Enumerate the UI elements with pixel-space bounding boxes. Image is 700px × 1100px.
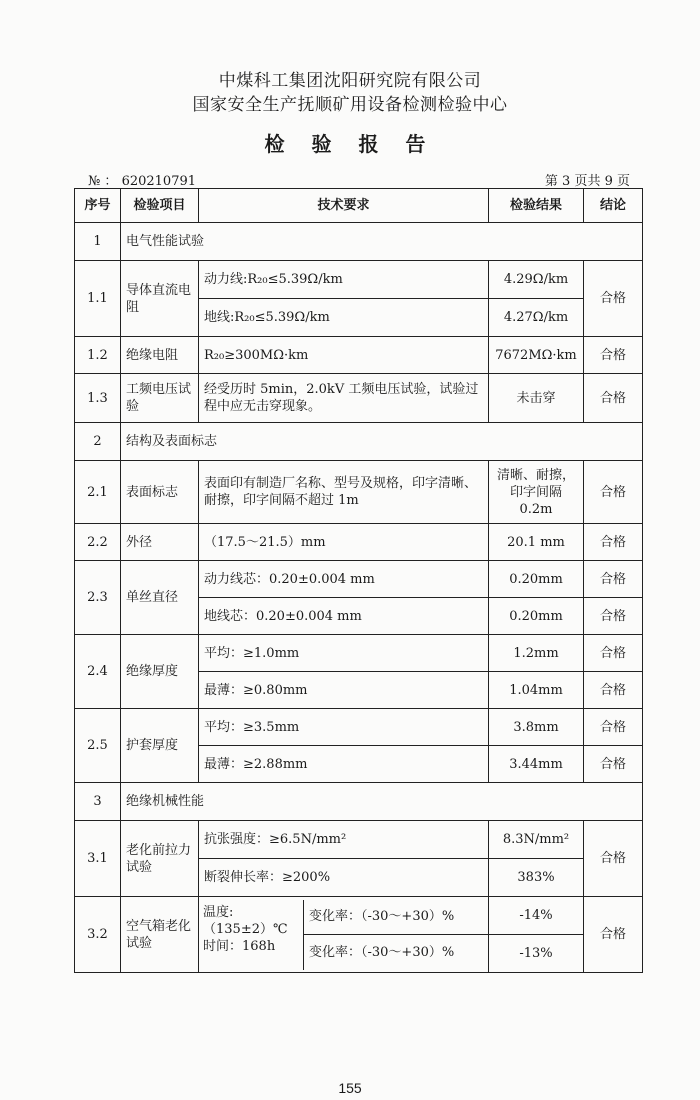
table-row: [75, 709, 643, 746]
row-result: 4.27Ω/km: [489, 299, 584, 337]
center-name: 国家安全生产抚顺矿用设备检测检验中心: [192, 95, 508, 115]
page-title: 检 验 报 告: [264, 132, 436, 156]
section-title: 结构及表面标志: [121, 423, 643, 461]
row-result: -13%: [489, 935, 584, 973]
condition-temperature-label: 温度:: [203, 904, 234, 920]
table-header: [75, 189, 643, 223]
row-result: 3.8mm: [489, 709, 584, 746]
row-verdict: 合格: [584, 598, 643, 635]
row-result: 清晰、耐擦，印字间隔0.2m: [489, 461, 584, 524]
row-requirement: R₂₀≥300MΩ·km: [199, 337, 489, 374]
row-no: 1.2: [75, 337, 121, 374]
row-no: 2.3: [75, 561, 121, 635]
row-requirement-split: [199, 897, 489, 973]
institute-name: 中煤科工集团沈阳研究院有限公司: [218, 71, 482, 91]
row-item: 空气箱老化试验: [121, 897, 199, 973]
row-requirement: 表面印有制造厂名称、型号及规格，印字清晰、耐擦，印字间隔不超过 1m: [199, 461, 489, 524]
row-no: 1.1: [75, 261, 121, 337]
row-verdict: 合格: [584, 635, 643, 672]
table-row: [75, 337, 643, 374]
row-no: 3.2: [75, 897, 121, 973]
row-no: 2.4: [75, 635, 121, 709]
section-row: [75, 783, 643, 821]
section-title: 绝缘机械性能: [121, 783, 643, 821]
row-verdict: 合格: [584, 261, 643, 337]
row-verdict: 合格: [584, 337, 643, 374]
row-verdict: 合格: [584, 374, 643, 423]
section-no: 2: [75, 423, 121, 461]
row-requirement: 最薄：≥0.80mm: [199, 672, 489, 709]
row-requirement: 变化率：（-30～+30）%: [309, 944, 455, 960]
row-no: 2.2: [75, 524, 121, 561]
section-row: [75, 223, 643, 261]
row-no: 1.3: [75, 374, 121, 423]
table-row: [75, 524, 643, 561]
row-requirement: （17.5～21.5）mm: [199, 524, 489, 561]
section-no: 3: [75, 783, 121, 821]
row-item: 表面标志: [121, 461, 199, 524]
row-requirement: 抗张强度：≥6.5N/mm²: [199, 821, 489, 859]
table-row: [75, 897, 643, 935]
row-item: 老化前拉力试验: [121, 821, 199, 897]
row-requirement: 动力线:R₂₀≤5.39Ω/km: [199, 261, 489, 299]
col-header-item: 检验项目: [121, 189, 199, 223]
row-no: 2.1: [75, 461, 121, 524]
row-result: 383%: [489, 859, 584, 897]
row-result: 未击穿: [489, 374, 584, 423]
row-requirement: 断裂伸长率：≥200%: [199, 859, 489, 897]
row-verdict: 合格: [584, 746, 643, 783]
col-header-result: 检验结果: [489, 189, 584, 223]
row-requirement: 最薄：≥2.88mm: [199, 746, 489, 783]
section-row: [75, 423, 643, 461]
row-requirement: 地线:R₂₀≤5.39Ω/km: [199, 299, 489, 337]
table-row: [75, 635, 643, 672]
row-verdict: 合格: [584, 561, 643, 598]
row-verdict: 合格: [584, 672, 643, 709]
row-verdict: 合格: [584, 821, 643, 897]
row-result: 20.1 mm: [489, 524, 584, 561]
row-item: 工频电压试验: [121, 374, 199, 423]
row-item: 单丝直径: [121, 561, 199, 635]
row-item: 导体直流电阻: [121, 261, 199, 337]
table-row: [75, 461, 643, 524]
row-result: -14%: [489, 897, 584, 935]
row-item: 绝缘厚度: [121, 635, 199, 709]
row-result: 1.04mm: [489, 672, 584, 709]
row-no: 2.5: [75, 709, 121, 783]
table-row: [75, 261, 643, 299]
row-requirement: 地线芯：0.20±0.004 mm: [199, 598, 489, 635]
row-requirement: 平均：≥3.5mm: [199, 709, 489, 746]
row-item: 外径: [121, 524, 199, 561]
row-verdict: 合格: [584, 461, 643, 524]
report-number: № ： 620210791: [88, 174, 197, 189]
row-no: 3.1: [75, 821, 121, 897]
row-result: 1.2mm: [489, 635, 584, 672]
row-requirement: 平均：≥1.0mm: [199, 635, 489, 672]
table-row: [75, 374, 643, 423]
condition-temperature-value: （135±2）℃: [203, 921, 288, 937]
row-result: 4.29Ω/km: [489, 261, 584, 299]
table-row: [75, 561, 643, 598]
col-header-no: 序号: [75, 189, 121, 223]
section-title: 电气性能试验: [121, 223, 643, 261]
inspection-table: [74, 188, 643, 973]
row-result: 0.20mm: [489, 598, 584, 635]
row-result: 8.3N/mm²: [489, 821, 584, 859]
row-verdict: 合格: [584, 897, 643, 973]
row-item: 绝缘电阻: [121, 337, 199, 374]
page-indicator: 第 3 页共 9 页: [544, 174, 630, 189]
section-no: 1: [75, 223, 121, 261]
row-requirement: 经受历时 5min，2.0kV 工频电压试验，试验过程中应无击穿现象。: [199, 374, 489, 423]
row-item: 护套厚度: [121, 709, 199, 783]
table-row: [75, 821, 643, 859]
row-requirement: 变化率：（-30～+30）%: [304, 900, 488, 936]
row-verdict: 合格: [584, 709, 643, 746]
col-header-requirement: 技术要求: [199, 189, 489, 223]
row-verdict: 合格: [584, 524, 643, 561]
row-result: 3.44mm: [489, 746, 584, 783]
condition-time: 时间：168h: [203, 938, 276, 954]
row-result: 7672MΩ·km: [489, 337, 584, 374]
page-number: 155: [338, 1080, 362, 1096]
row-requirement: 动力线芯：0.20±0.004 mm: [199, 561, 489, 598]
col-header-verdict: 结论: [584, 189, 643, 223]
row-result: 0.20mm: [489, 561, 584, 598]
